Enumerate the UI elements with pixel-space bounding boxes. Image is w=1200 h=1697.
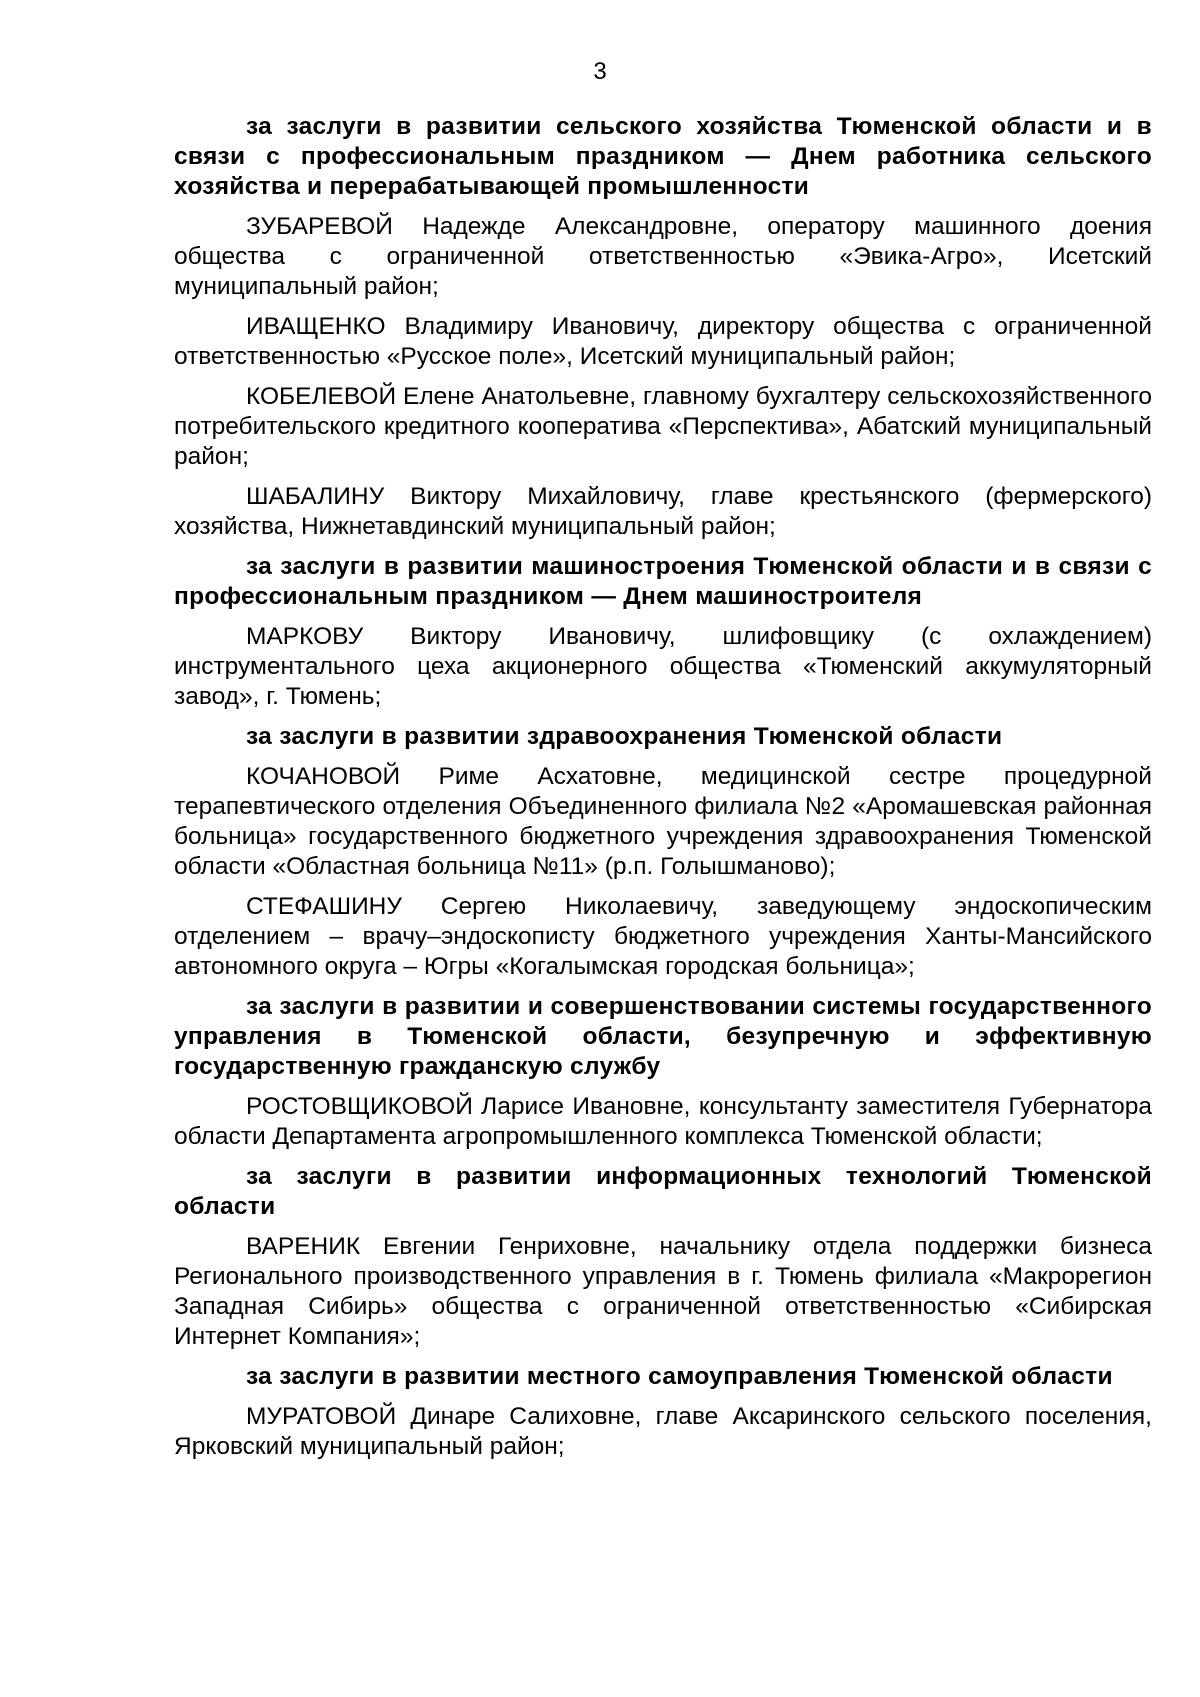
section-heading-agriculture: за заслуги в развитии сельского хозяйства Тюменской области и в связи с профессиональным праздником — Днем работника сельского хозяйства и перерабатывающей промышленности xyxy=(174,113,1152,200)
section-heading-local-government: за заслуги в развитии местного самоуправления Тюменской области xyxy=(246,1363,1113,1390)
award-entry: КОБЕЛЕВОЙ Елене Анатольевне, главному бухгалтеру сельскохозяйственного потребительского кредитного кооператива «Перспектива», Абатский муниципальный район; xyxy=(174,383,1152,470)
document-body xyxy=(174,112,1152,1472)
award-entry: РОСТОВЩИКОВОЙ Ларисе Ивановне, консультанту заместителя Губернатора области Департамента агропромышленного комплекса Тюменской области; xyxy=(174,1093,1152,1150)
award-entry: ШАБАЛИНУ Виктору Михайловичу, главе крестьянского (фермерского) хозяйства, Нижнетавдинский муниципальный район; xyxy=(174,483,1152,540)
page-number: 3 xyxy=(593,58,607,85)
section-heading-machinery: за заслуги в развитии машиностроения Тюменской области и в связи с профессиональным праздником — Днем машиностроителя xyxy=(174,553,1152,610)
award-entry: МАРКОВУ Виктору Ивановичу, шлифовщику (с охлаждением) инструментального цеха акционерного общества «Тюменский аккумуляторный завод», г. Тюмень; xyxy=(174,623,1152,710)
section-heading-public-administration: за заслуги в развитии и совершенствовании системы государственного управления в Тюменской области, безупречную и эффективную государственную гражданскую службу xyxy=(174,993,1152,1080)
award-entry: МУРАТОВОЙ Динаре Салиховне, главе Аксаринского сельского поселения, Ярковский муниципальный район; xyxy=(174,1403,1152,1460)
section-heading-healthcare: за заслуги в развитии здравоохранения Тюменской области xyxy=(246,723,1003,750)
section-heading-information-technology: за заслуги в развитии информационных технологий Тюменской области xyxy=(174,1163,1152,1220)
award-entry: ИВАЩЕНКО Владимиру Ивановичу, директору общества с ограниченной ответственностью «Русское поле», Исетский муниципальный район; xyxy=(174,313,1152,370)
award-entry: ВАРЕНИК Евгении Генриховне, начальнику отдела поддержки бизнеса Регионального производственного управления в г. Тюмень филиала «Макрорегион Западная Сибирь» общества с ограниченной ответственностью «Сибирская Интернет Компания»; xyxy=(174,1233,1152,1350)
award-entry: СТЕФАШИНУ Сергею Николаевичу, заведующему эндоскопическим отделением – врачу–эндоскописту бюджетного учреждения Ханты-Мансийского автономного округа – Югры «Когалымская городская больница»; xyxy=(174,893,1152,980)
award-entry: КОЧАНОВОЙ Риме Асхатовне, медицинской сестре процедурной терапевтического отделения Объединенного филиала №2 «Аромашевская районная больница» государственного бюджетного учреждения здравоохранения Тюменской области «Областная больница №11» (р.п. Голышманово); xyxy=(174,763,1152,880)
award-entry: ЗУБАРЕВОЙ Надежде Александровне, оператору машинного доения общества с ограниченной ответственностью «Эвика-Агро», Исетский муниципальный район; xyxy=(174,213,1152,300)
